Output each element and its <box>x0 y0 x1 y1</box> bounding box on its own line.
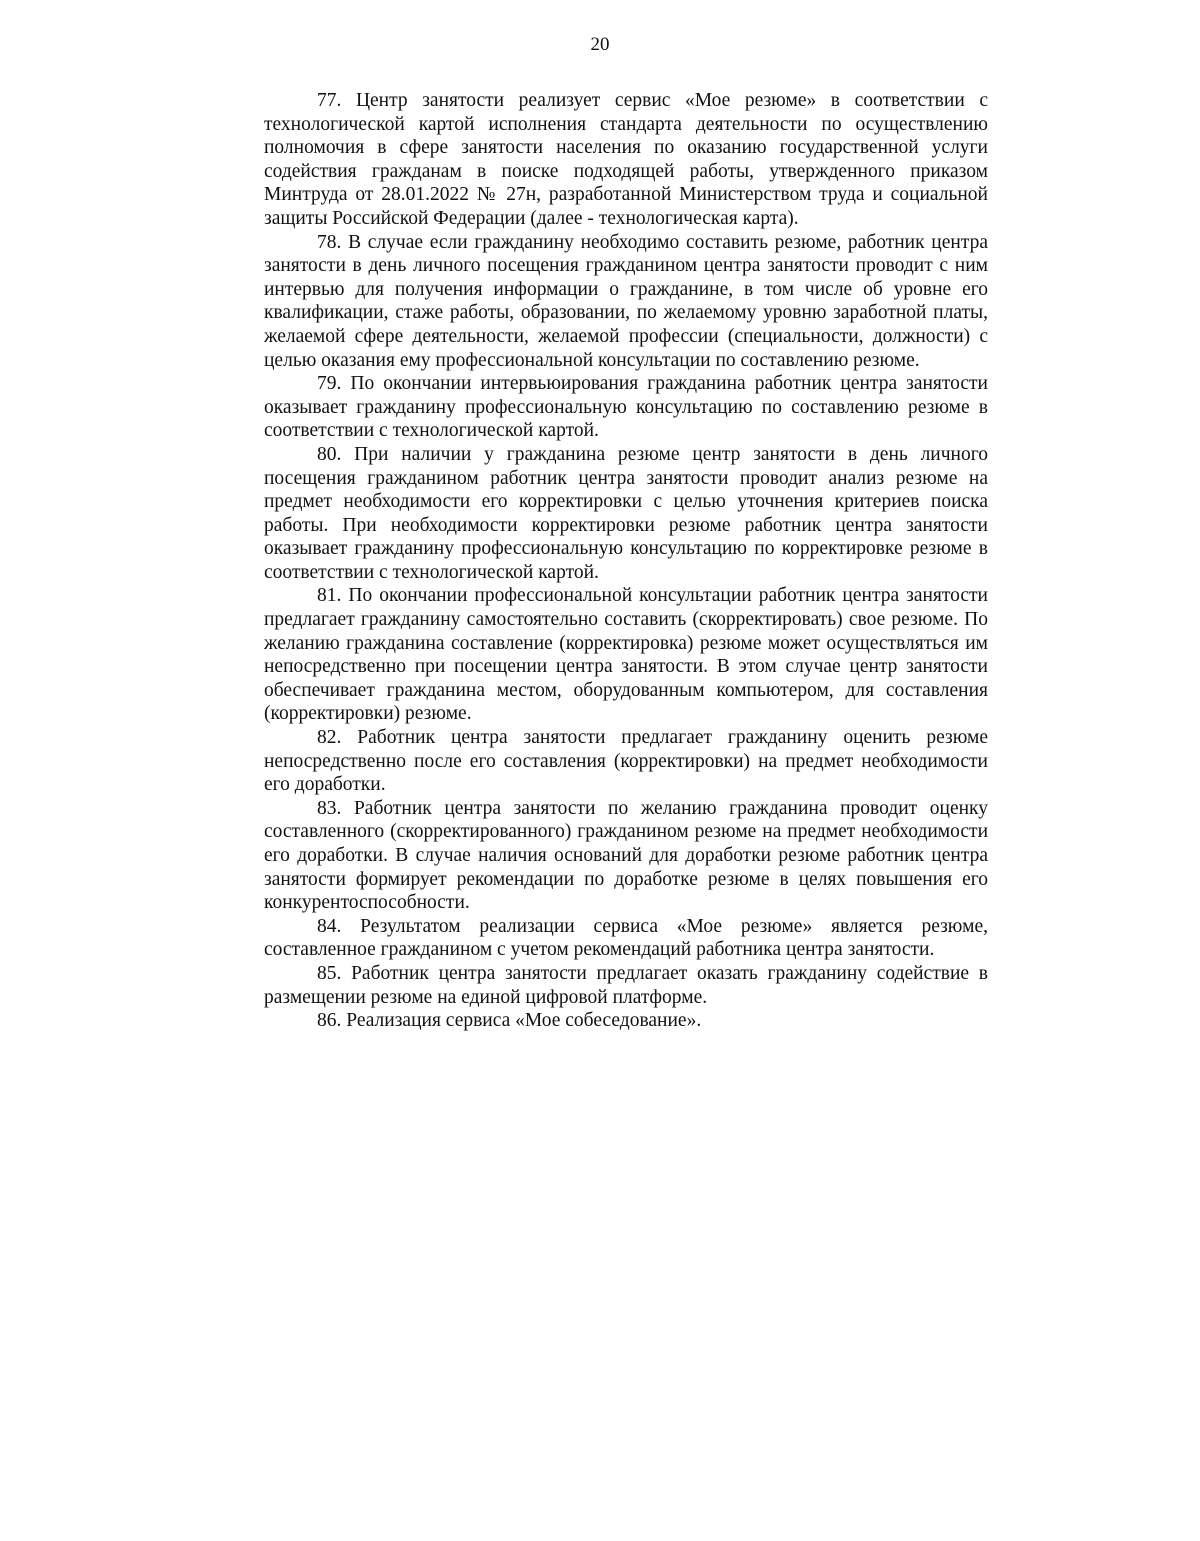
paragraph-77: 77. Центр занятости реализует сервис «Мое резюме» в соответствии с технологической картой исполнения стандарта деятельности по осуществлению полномочия в сфере занятости населения по оказанию государственной услуги содействия гражданам в поиске подходящей работы, утвержденного приказом Минтруда от 28.01.2022 № 27н, разработанной Министерством труда и социальной защиты Российской Федерации (далее - технологическая карта). <box>264 90 988 229</box>
paragraph-80: 80. При наличии у гражданина резюме центр занятости в день личного посещения гражданином работник центра занятости проводит анализ резюме на предмет необходимости его корректировки с целью уточнения критериев поиска работы. При необходимости корректировки резюме работник центра занятости оказывает гражданину профессиональную консультацию по корректировке резюме в соответствии с технологической картой. <box>264 443 988 583</box>
paragraph-86: 86. Реализация сервиса «Мое собеседование». <box>317 1010 702 1032</box>
paragraph-81: 81. По окончании профессиональной консультации работник центра занятости предлагает гражданину самостоятельно составить (скорректировать) свое резюме. По желанию гражданина составление (корректировка) резюме может осуществляться им непосредственно при посещении центра занятости. В этом случае центр занятости обеспечивает гражданина местом, оборудованным компьютером, для составления (корректировки) резюме. <box>264 585 988 725</box>
paragraph-78: 78. В случае если гражданину необходимо составить резюме, работник центра занятости в день личного посещения гражданином центра занятости проводит с ним интервью для получения информации о гражданине, в том числе об уровне его квалификации, стаже работы, образовании, по желаемому уровню заработной платы, желаемой сфере деятельности, желаемой профессии (специальности, должности) с целью оказания ему профессиональной консультации по составлению резюме. <box>264 231 988 371</box>
document-body <box>264 89 988 1033</box>
paragraph-83: 83. Работник центра занятости по желанию гражданина проводит оценку составленного (скорректированного) гражданином резюме на предмет необходимости его доработки. В случае наличия оснований для доработки резюме работник центра занятости формирует рекомендации по доработке резюме в целях повышения его конкурентоспособности. <box>264 797 988 914</box>
paragraph-85: 85. Работник центра занятости предлагает оказать гражданину содействие в размещении резюме на единой цифровой платформе. <box>264 962 988 1008</box>
paragraph-82: 82. Работник центра занятости предлагает гражданину оценить резюме непосредственно после его составления (корректировки) на предмет необходимости его доработки. <box>264 727 988 796</box>
paragraph-84: 84. Результатом реализации сервиса «Мое резюме» является резюме, составленное гражданином с учетом рекомендаций работника центра занятости. <box>264 915 988 961</box>
page-number: 20 <box>590 34 610 55</box>
paragraph-79: 79. По окончании интервьюирования гражданина работник центра занятости оказывает гражданину профессиональную консультацию по составлению резюме в соответствии с технологической картой. <box>264 373 988 442</box>
